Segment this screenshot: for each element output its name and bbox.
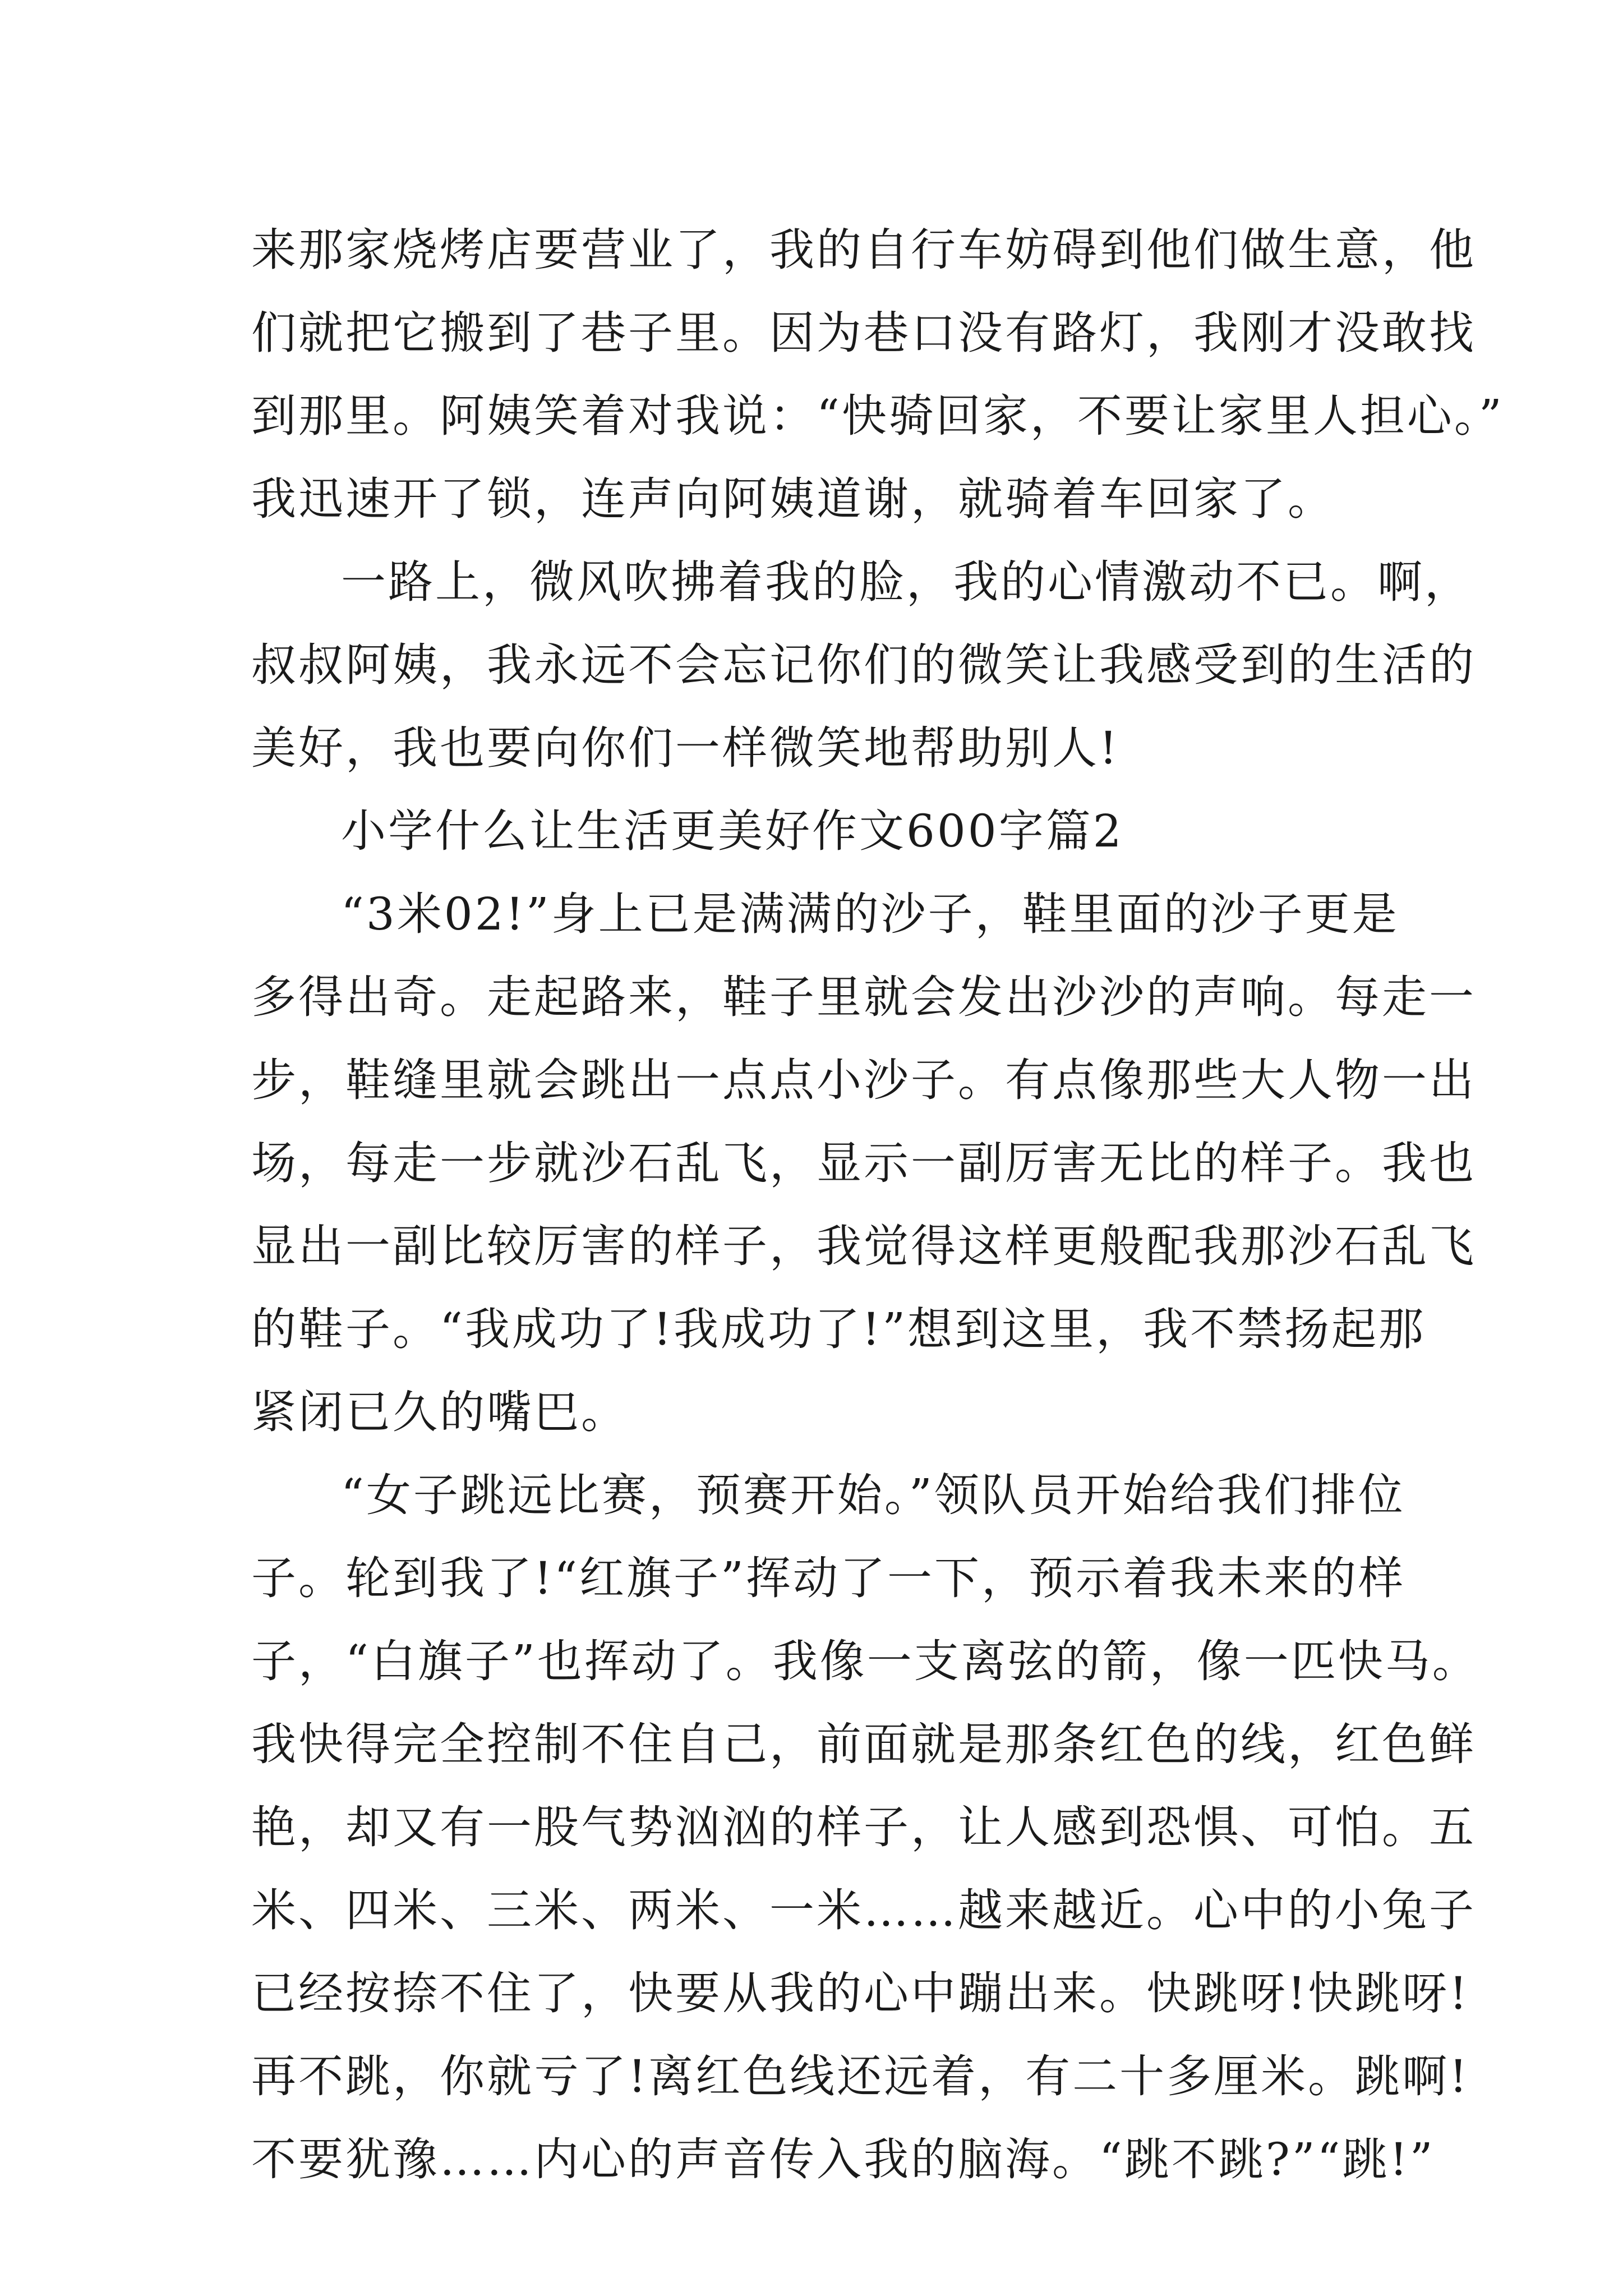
text-line: “3米02!”身上已是满满的沙子，鞋里面的沙子更是 [341, 888, 1399, 940]
essay-body [251, 209, 1504, 2201]
text-line: 再不跳，你就亏了!离红色线还远着，有二十多厘米。跳啊! [251, 2050, 1470, 2102]
text-line: 不要犹豫……内心的声音传入我的脑海。“跳不跳?”“跳!” [251, 2133, 1435, 2185]
text-line: 小学什么让生活更美好作文600字篇2 [341, 805, 1124, 857]
text-line: 已经按捺不住了，快要从我的心中蹦出来。快跳呀!快跳呀! [251, 1967, 1470, 2019]
text-line: 的鞋子。“我成功了!我成功了!”想到这里，我不禁扬起那 [251, 1303, 1426, 1355]
paragraph-5 [251, 1454, 1479, 2201]
text-line: 艳，却又有一股气势汹汹的样子，让人感到恐惧、可怕。五 [251, 1801, 1476, 1853]
text-line: 来那家烧烤店要营业了，我的自行车妨碍到他们做生意，他 [251, 224, 1476, 276]
text-line: 我迅速开了锁，连声向阿姨道谢，就骑着车回家了。 [251, 473, 1335, 525]
text-line: 多得出奇。走起路来，鞋子里就会发出沙沙的声响。每走一 [251, 971, 1476, 1023]
text-line: “女子跳远比赛，预赛开始。”领队员开始给我们排位 [341, 1469, 1405, 1521]
text-line: 们就把它搬到了巷子里。因为巷口没有路灯，我刚才没敢找 [251, 307, 1476, 359]
paragraph-4 [251, 873, 1476, 1454]
paragraph-2 [251, 541, 1476, 790]
text-line: 叔叔阿姨，我永远不会忘记你们的微笑让我感受到的生活的 [251, 639, 1476, 691]
text-line: 紧闭已久的嘴巴。 [251, 1386, 628, 1438]
text-line: 到那里。阿姨笑着对我说：“快骑回家，不要让家里人担心。” [251, 390, 1504, 442]
text-line: 美好，我也要向你们一样微笑地帮助别人! [251, 722, 1120, 774]
text-line: 一路上，微风吹拂着我的脸，我的心情激动不已。啊， [341, 556, 1472, 608]
text-line: 子，“白旗子”也挥动了。我像一支离弦的箭，像一匹快马。 [251, 1635, 1479, 1687]
text-line: 米、四米、三米、两米、一米……越来越近。心中的小兔子 [251, 1884, 1476, 1936]
text-line: 显出一副比较厉害的样子，我觉得这样更般配我那沙石乱飞 [251, 1220, 1476, 1272]
text-line: 步，鞋缝里就会跳出一点点小沙子。有点像那些大人物一出 [251, 1054, 1476, 1106]
paragraph-1 [251, 209, 1504, 541]
section-title [251, 790, 1378, 873]
text-line: 场，每走一步就沙石乱飞，显示一副厉害无比的样子。我也 [251, 1137, 1476, 1189]
text-line: 子。轮到我了!“红旗子”挥动了一下，预示着我未来的样 [251, 1552, 1405, 1604]
text-line: 我快得完全控制不住自己，前面就是那条红色的线，红色鲜 [251, 1718, 1476, 1770]
